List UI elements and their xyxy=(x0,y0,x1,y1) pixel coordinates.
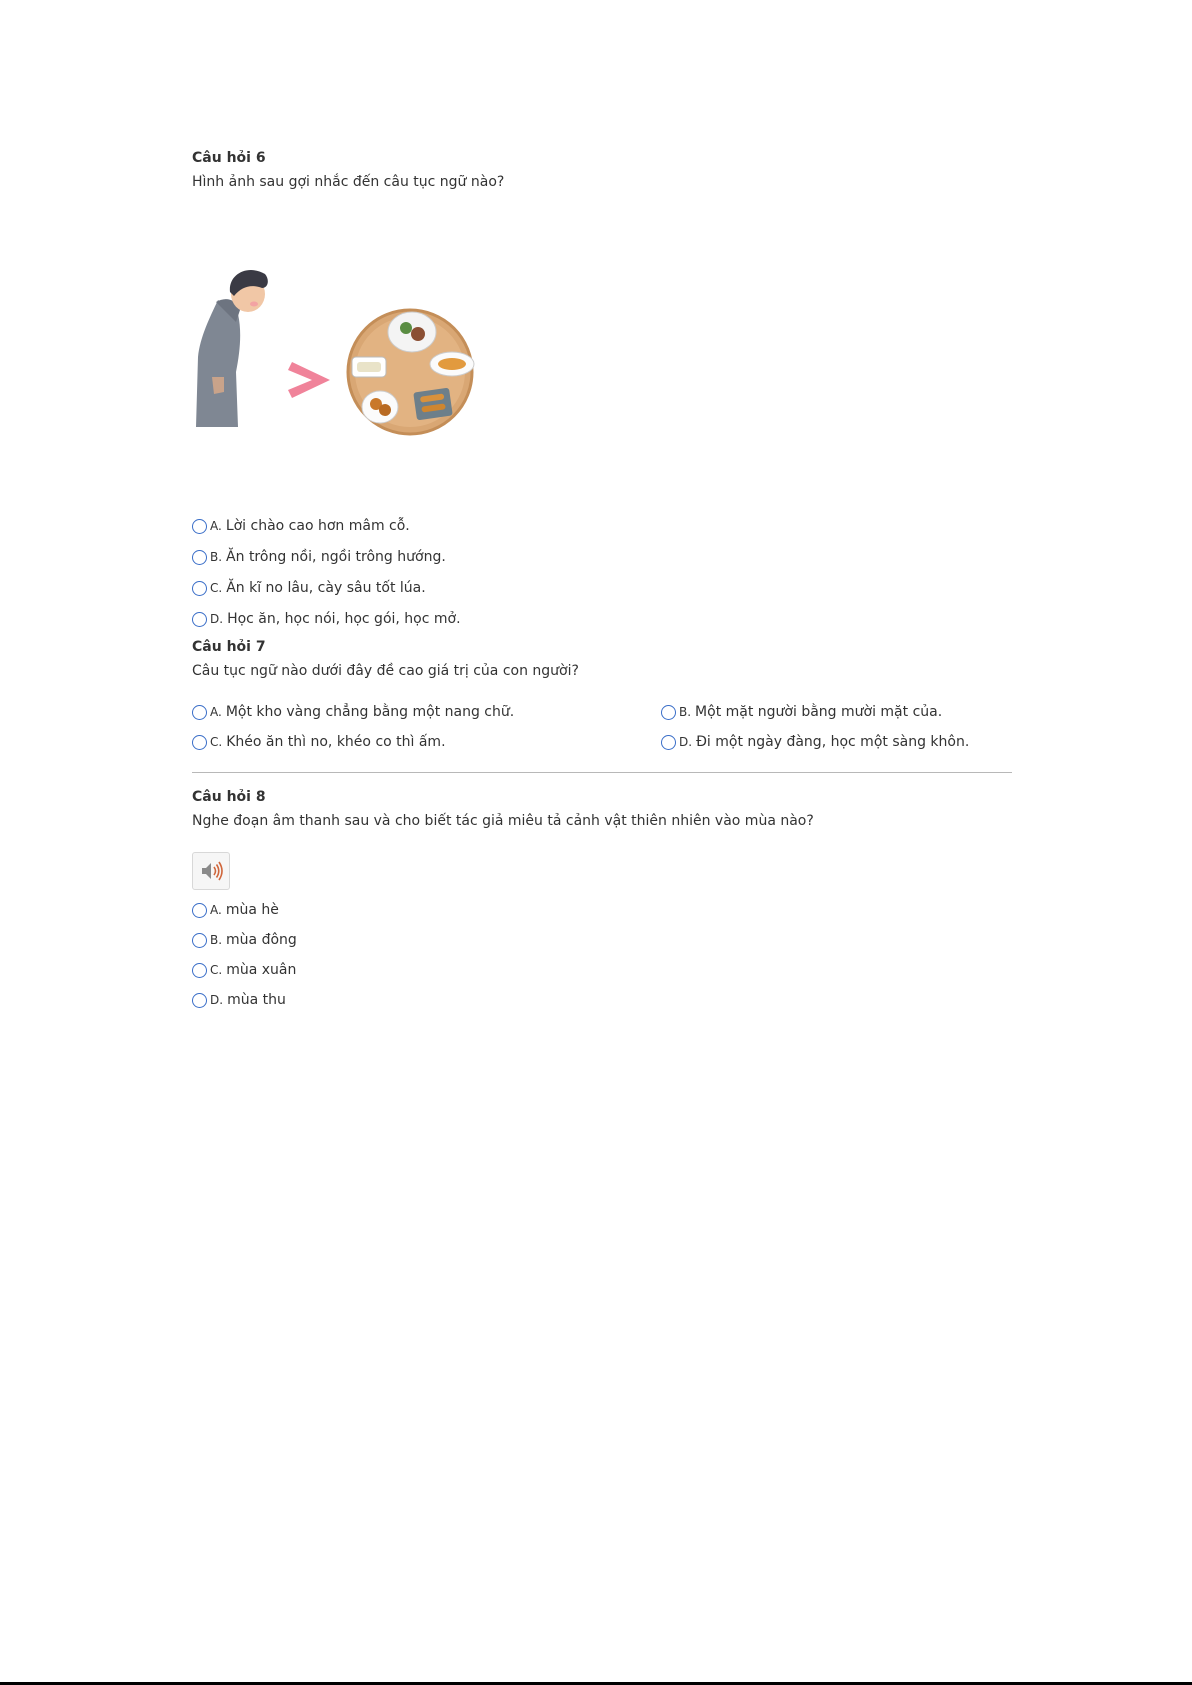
question-7-title: Câu hỏi 7 xyxy=(192,639,266,655)
radio-icon[interactable] xyxy=(192,933,207,948)
radio-icon[interactable] xyxy=(192,612,207,627)
question-8-title: Câu hỏi 8 xyxy=(192,789,266,805)
q6-option-a[interactable]: A. Lời chào cao hơn mâm cỗ. xyxy=(192,516,410,536)
q7-option-d[interactable]: D. Đi một ngày đàng, học một sàng khôn. xyxy=(661,732,969,752)
q7-option-b[interactable]: B. Một mặt người bằng mười mặt của. xyxy=(661,702,942,722)
speaker-icon xyxy=(193,853,229,889)
radio-icon[interactable] xyxy=(192,735,207,750)
question-6-text: Hình ảnh sau gợi nhắc đến câu tục ngữ nào? xyxy=(192,174,505,190)
question-6-illustration xyxy=(190,262,490,442)
radio-icon[interactable] xyxy=(661,735,676,750)
q8-option-c[interactable]: C. mùa xuân xyxy=(192,960,296,980)
audio-play-button[interactable] xyxy=(192,852,230,890)
radio-icon[interactable] xyxy=(192,903,207,918)
radio-icon[interactable] xyxy=(661,705,676,720)
q8-option-b[interactable]: B. mùa đông xyxy=(192,930,297,950)
q8-option-d[interactable]: D. mùa thu xyxy=(192,990,286,1010)
radio-icon[interactable] xyxy=(192,993,207,1008)
q6-option-c[interactable]: C. Ăn kĩ no lâu, cày sâu tốt lúa. xyxy=(192,578,426,598)
bowing-person-icon xyxy=(196,270,268,427)
q6-option-b[interactable]: B. Ăn trông nồi, ngồi trông hướng. xyxy=(192,547,446,567)
section-divider xyxy=(192,772,1012,773)
greater-than-icon xyxy=(288,362,330,398)
question-8-text: Nghe đoạn âm thanh sau và cho biết tác giả miêu tả cảnh vật thiên nhiên vào mùa nào? xyxy=(192,813,814,829)
radio-icon[interactable] xyxy=(192,963,207,978)
question-7-text: Câu tục ngữ nào dưới đây đề cao giá trị của con người? xyxy=(192,663,579,679)
question-6-title: Câu hỏi 6 xyxy=(192,150,266,166)
radio-icon[interactable] xyxy=(192,581,207,596)
radio-icon[interactable] xyxy=(192,550,207,565)
food-tray-icon xyxy=(348,310,474,434)
q7-option-a[interactable]: A. Một kho vàng chẳng bằng một nang chữ. xyxy=(192,702,514,722)
radio-icon[interactable] xyxy=(192,519,207,534)
q8-option-a[interactable]: A. mùa hè xyxy=(192,900,279,920)
q7-option-c[interactable]: C. Khéo ăn thì no, khéo co thì ấm. xyxy=(192,732,446,752)
radio-icon[interactable] xyxy=(192,705,207,720)
q6-option-d[interactable]: D. Học ăn, học nói, học gói, học mở. xyxy=(192,609,461,629)
